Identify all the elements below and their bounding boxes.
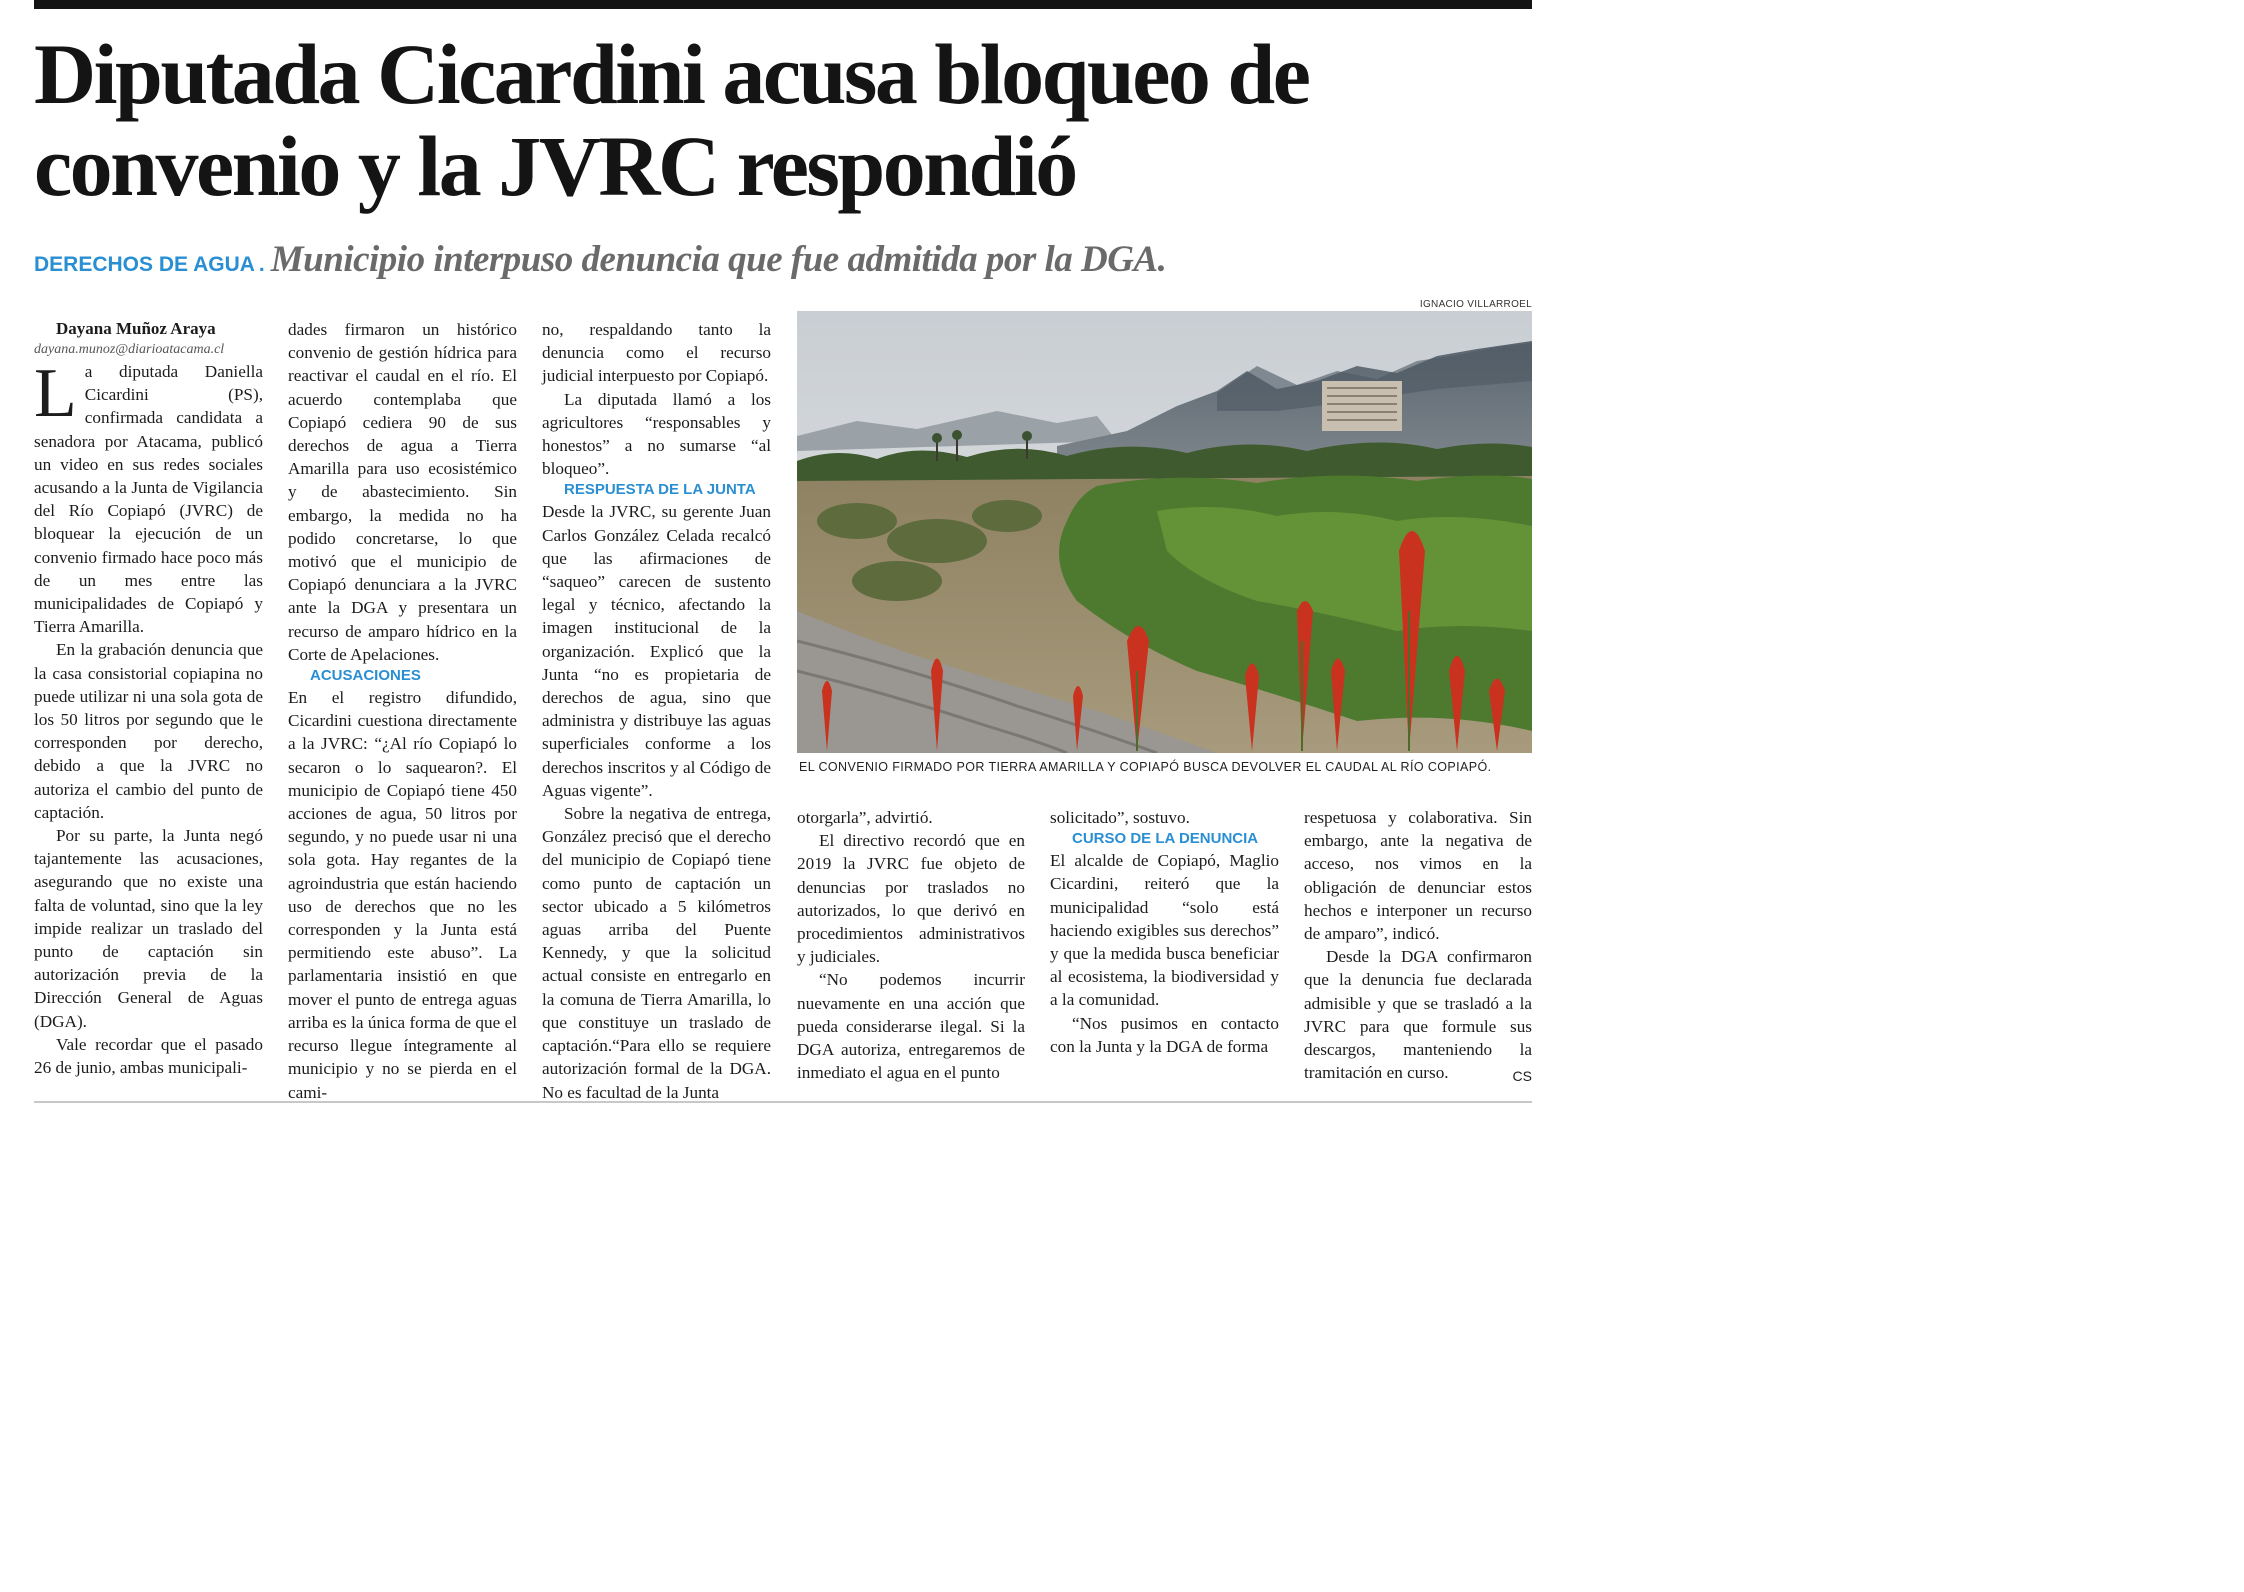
top-rule bbox=[34, 0, 1532, 9]
article-column-2 bbox=[288, 318, 517, 1104]
river-photo bbox=[797, 311, 1532, 753]
article-paragraph: En el registro difundido, Cicardini cuestiona directamente a la JVRC: “¿Al río Copiapó lo secaron o lo saquearon?. El municipio de Copiapó tiene 450 acciones de agua, 50 litros por segundo, y no puede usar ni una sola gota. Hay regantes de la agroindustria que están haciendo uso de derechos que no les corresponden y la Junta está permitiendo este abuso”. La parlamentaria insistió en que mover el punto de entrega aguas arriba es la única forma de que el recurso llegue íntegramente al municipio y no se pierda en el cami- bbox=[288, 688, 517, 1102]
article-paragraph: respetuosa y colaborativa. Sin embargo, ante la negativa de acceso, nos vimos en la obligación de denunciar estos hechos e interponer un recurso de amparo”, indicó. bbox=[1304, 808, 1532, 944]
byline-email[interactable]: dayana.munoz@diarioatacama.cl bbox=[34, 342, 225, 357]
subhead-respuesta: RESPUESTA DE LA JUNTA bbox=[564, 481, 756, 499]
article-column-5 bbox=[1050, 806, 1279, 1058]
landscape-image bbox=[797, 311, 1532, 753]
end-mark: CS bbox=[1512, 1068, 1532, 1085]
article-paragraph: Desde la JVRC, su gerente Juan Carlos González Celada recalcó que las afirmaciones de “saqueo” carecen de sustento legal y técnico, afectando la imagen institucional de la organización. Explicó que la Junta “no es propietaria de derechos de agua, sino que administra y distribuye las aguas superficiales conforme a los derechos inscritos y al Código de Aguas vigente”. bbox=[542, 502, 771, 800]
photo-caption: EL CONVENIO FIRMADO POR TIERRA AMARILLA Y COPIAPÓ BUSCA DEVOLVER EL CAUDAL AL RÍO COPIAPÓ. bbox=[799, 760, 1492, 774]
subhead-acusaciones: ACUSACIONES bbox=[310, 667, 421, 685]
article-paragraph: “No podemos incurrir nuevamente en una acción que pueda considerarse ilegal. Si la DGA autoriza, entregaremos de inmediato el agua en el punto bbox=[797, 970, 1025, 1083]
article-paragraph: “Nos pusimos en contacto con la Junta y la DGA de forma bbox=[1050, 1013, 1279, 1056]
kicker-separator: . bbox=[258, 253, 265, 276]
byline-author: Dayana Muñoz Araya bbox=[56, 319, 216, 338]
article-paragraph: El alcalde de Copiapó, Maglio Cicardini, reiteró que la municipalidad “solo está haciendo exigibles sus derechos” y que la medida busca beneficiar al ecosistema, la biodiversidad y a la comunidad. bbox=[1050, 851, 1279, 1010]
article-paragraph: otorgarla”, advirtió. bbox=[797, 808, 933, 827]
headline bbox=[34, 28, 1514, 212]
article-column-1 bbox=[34, 318, 263, 1079]
article-paragraph: Sobre la negativa de entrega, González precisó que el derecho del municipio de Copiapó tiene como punto de captación un sector ubicado a 5 kilómetros aguas arriba del Puente Kennedy, y que la solicitud actual consiste en entregarlo en la comuna de Tierra Amarilla, lo que constituye un traslado de captación.“Para ello se requiere autorización formal de la DGA. No es facultad de la Junta bbox=[542, 804, 771, 1102]
article-paragraph: El directivo recordó que en 2019 la JVRC fue objeto de denuncias por traslados no autorizados, lo que derivó en procedimientos administrativos y judiciales. bbox=[797, 831, 1025, 967]
subhead-curso: CURSO DE LA DENUNCIA bbox=[1072, 830, 1259, 848]
bottom-rule bbox=[34, 1101, 1532, 1103]
article-column-3 bbox=[542, 318, 771, 1104]
deck-subtitle: Municipio interpuso denuncia que fue admitida por la DGA. bbox=[270, 239, 1167, 280]
headline-line-2: convenio y la JVRC respondió bbox=[34, 118, 1076, 214]
article-column-6 bbox=[1304, 806, 1532, 1088]
photo-credit: IGNACIO VILLARROEL bbox=[1419, 299, 1532, 310]
article-paragraph: La diputada Daniella Cicardini (PS), confirmada candidata a senadora por Atacama, publicó un video en sus redes sociales acusando a la Junta de Vigilancia del Río Copiapó (JVRC) de bloquear la ejecución de un convenio firmado hace poco más de un mes entre las municipalidades de Copiapó y Tierra Amarilla. bbox=[34, 355, 263, 637]
article-paragraph: Vale recordar que el pasado 26 de junio, ambas municipali- bbox=[34, 1034, 263, 1078]
article-paragraph: La diputada llamó a los agricultores “responsables y honestos” a no sumarse “al bloqueo”. bbox=[542, 389, 771, 479]
article-paragraph: no, respaldando tanto la denuncia como el recurso judicial interpuesto por Copiapó. bbox=[542, 320, 771, 386]
headline-line-1: Diputada Cicardini acusa bloqueo de bbox=[34, 26, 1309, 122]
article-column-4 bbox=[797, 806, 1025, 1084]
article-paragraph: En la grabación denuncia que la casa consistorial copiapina no puede utilizar ni una sola gota de los 50 litros por segundo que le corresponden por derecho, debido a que la JVRC no autoriza el cambio del punto de captación. bbox=[34, 640, 263, 822]
section-kicker: DERECHOS DE AGUA bbox=[34, 253, 255, 276]
kicker-row bbox=[34, 238, 1514, 281]
article-paragraph: dades firmaron un histórico convenio de gestión hídrica para reactivar el caudal en el río. El acuerdo contemplaba que Copiapó cediera 90 de sus derechos de agua a Tierra Amarilla para uso ecosistémico y de abastecimiento. Sin embargo, la medida no ha podido concretarse, lo que motivó que el municipio de Copiapó denunciara a la JVRC ante la DGA y presentara un recurso de amparo hídrico en la Corte de Apelaciones. bbox=[288, 320, 517, 664]
drop-cap: L bbox=[34, 355, 77, 432]
article-paragraph: Por su parte, la Junta negó tajantemente las acusaciones, asegurando que no existe una falta de voluntad, sino que la ley impide realizar un traslado del punto de captación sin autorización previa de la Dirección General de Aguas (DGA). bbox=[34, 826, 263, 1031]
article-paragraph: Desde la DGA confirmaron que la denuncia fue declarada admisible y que se trasladó a la JVRC para que formule sus descargos, manteniendo la tramitación en curso. CS bbox=[1304, 945, 1532, 1084]
article-paragraph: solicitado”, sostuvo. bbox=[1050, 808, 1190, 827]
